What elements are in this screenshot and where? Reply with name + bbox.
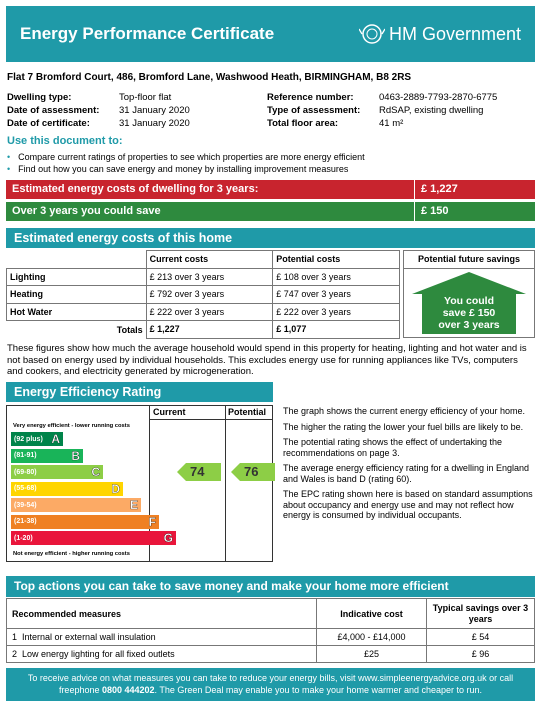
eer-paragraph: The EPC rating shown here is based on standard assumptions about occupancy and energy use and may not reflect how energy is consumed by individual occupants. xyxy=(283,489,533,520)
measure-cost: £4,000 - £14,000 xyxy=(317,629,427,646)
rating-band-d xyxy=(11,482,123,496)
band-range: (55-68) xyxy=(14,485,37,492)
header-divider xyxy=(149,419,272,420)
current-cost: £ 222 over 3 years xyxy=(146,303,273,321)
savings-callout xyxy=(404,295,534,331)
potential-cost: £ 108 over 3 years xyxy=(273,268,400,286)
table-header: Recommended measures xyxy=(7,599,317,629)
band-letter: B xyxy=(71,448,80,463)
potential-cost: £ 747 over 3 years xyxy=(273,286,400,304)
measure-number: 2 xyxy=(12,649,18,659)
band-range: (92 plus) xyxy=(14,435,43,443)
measure-savings: £ 96 xyxy=(427,646,535,663)
band-letter: A xyxy=(51,432,60,446)
cost-label: Hot Water xyxy=(7,303,147,321)
measure-number: 1 xyxy=(12,632,18,642)
detail-label: Type of assessment: xyxy=(267,105,361,116)
rating-band-a xyxy=(11,432,63,446)
band-letter: C xyxy=(91,465,100,479)
measure-cell xyxy=(7,646,317,663)
potential-rating-arrow xyxy=(231,463,281,481)
table-header: Indicative cost xyxy=(317,599,427,629)
measure-name: Low energy lighting for all fixed outlets xyxy=(22,649,175,659)
rating-band-b xyxy=(11,449,83,463)
band-range: (21-38) xyxy=(14,518,37,525)
detail-label: Date of certificate: xyxy=(7,118,90,129)
detail-value: Top-floor flat xyxy=(119,92,172,103)
rating-band-c xyxy=(11,465,103,479)
table-header xyxy=(7,251,147,269)
use-document-title: Use this document to: xyxy=(7,135,123,147)
table-header: Potential future savings xyxy=(404,251,534,269)
band-letter: G xyxy=(163,531,173,545)
rating-band-e xyxy=(11,498,141,512)
potential-header: Potential xyxy=(228,407,267,417)
current-rating-arrow xyxy=(177,463,227,481)
current-header: Current xyxy=(153,407,186,417)
savings-bar xyxy=(6,202,535,221)
potential-cost: £ 222 over 3 years xyxy=(273,303,400,321)
table-header: Potential costs xyxy=(273,251,400,269)
table-row xyxy=(7,646,535,663)
band-range: (81-91) xyxy=(14,452,37,459)
savings-value: £ 150 xyxy=(421,205,449,217)
top-note: Very energy efficient - lower running costs xyxy=(13,423,130,429)
crest-icon xyxy=(359,23,385,45)
rating-band-g xyxy=(11,531,176,545)
detail-value: 0463-2889-7793-2870-6775 xyxy=(379,92,498,103)
totals-label: Totals xyxy=(116,324,143,335)
current-rating-arrow-value: 74 xyxy=(190,464,205,479)
eer-paragraph: The higher the rating the lower your fuel bills are likely to be. xyxy=(283,421,524,432)
measure-cell xyxy=(7,629,317,646)
list-item: • Compare current ratings of properties to see which properties are more energy efficient xyxy=(7,151,365,163)
measure-cost: £25 xyxy=(317,646,427,663)
detail-row xyxy=(7,117,535,130)
savings-line: save £ 150 xyxy=(442,307,496,319)
savings-label: Over 3 years you could save xyxy=(6,202,415,221)
property-address: Flat 7 Bromford Court, 486, Bromford Lane, Washwood Heath, BIRMINGHAM, B8 2RS xyxy=(7,72,412,83)
table-header-row xyxy=(7,251,400,269)
freephone-number[interactable]: 0800 444202 xyxy=(101,685,155,695)
detail-value: 41 m² xyxy=(379,118,404,129)
totals-row xyxy=(7,321,400,339)
detail-row xyxy=(7,104,535,117)
estimated-cost-bar xyxy=(6,180,535,199)
table-header-row xyxy=(7,599,535,629)
column-divider xyxy=(225,406,226,561)
table-header: Typical savings over 3 years xyxy=(427,599,535,629)
estimated-cost-value: £ 1,227 xyxy=(421,183,458,195)
detail-label: Reference number: xyxy=(267,92,354,103)
cost-label: Lighting xyxy=(7,268,147,286)
use-document-list xyxy=(7,151,365,175)
band-letter: E xyxy=(129,498,138,512)
detail-value: 31 January 2020 xyxy=(119,105,190,116)
hm-government-logo xyxy=(359,23,521,45)
costs-table xyxy=(6,250,400,339)
certificate-details xyxy=(7,91,535,130)
eer-section-title: Energy Efficiency Rating xyxy=(6,382,273,402)
footer-text: To receive advice on what measures you can take to reduce your energy bills, visit www.simpleenergyadvice.org.uk or call freephone xyxy=(27,673,514,695)
current-cost: £ 792 over 3 years xyxy=(146,286,273,304)
measure-name: Internal or external wall insulation xyxy=(22,632,156,642)
table-header: Current costs xyxy=(146,251,273,269)
table-row xyxy=(7,268,400,286)
table-row xyxy=(7,303,400,321)
potential-rating-arrow-value: 76 xyxy=(244,464,259,479)
costs-note: These figures show how much the average household would spend in this property for heating, lighting and hot water and is not based on energy used by individual households. This excludes energy use for running appliances like TVs, computers and cookers, and electricity generated by microgeneration. xyxy=(7,343,527,377)
current-cost: £ 213 over 3 years xyxy=(146,268,273,286)
actions-table xyxy=(6,598,535,663)
epc-header xyxy=(6,6,535,62)
detail-label: Date of assessment: xyxy=(7,105,100,116)
eer-paragraph: The average energy efficiency rating for a dwelling in England and Wales is band D (rating 60). xyxy=(283,463,529,484)
eer-paragraph: The potential rating shows the effect of undertaking the recommendations on page 3. xyxy=(283,437,502,458)
band-letter: F xyxy=(148,514,156,529)
table-row xyxy=(7,286,400,304)
band-range: (1-20) xyxy=(14,534,33,542)
cost-label: Heating xyxy=(7,286,147,304)
list-item: • Find out how you can save energy and money by installing improvement measures xyxy=(7,163,365,175)
potential-savings-box xyxy=(403,250,535,338)
actions-section-title: Top actions you can take to save money and make your home more efficient xyxy=(6,576,535,597)
detail-label: Dwelling type: xyxy=(7,92,72,103)
eer-explanation xyxy=(283,406,535,526)
measure-savings: £ 54 xyxy=(427,629,535,646)
band-range: (39-54) xyxy=(14,501,37,509)
detail-row xyxy=(7,91,535,104)
costs-section-title: Estimated energy costs of this home xyxy=(6,228,535,248)
page-title: Energy Performance Certificate xyxy=(20,24,275,43)
band-range: (69-80) xyxy=(14,468,37,476)
energy-rating-chart xyxy=(6,405,273,562)
bottom-note: Not energy efficient - higher running costs xyxy=(13,551,130,557)
eer-paragraph: The graph shows the current energy efficiency of your home. xyxy=(283,406,525,416)
table-row xyxy=(7,629,535,646)
brand-name: HM Government xyxy=(388,23,521,44)
savings-line: over 3 years xyxy=(438,319,500,331)
detail-value: RdSAP, existing dwelling xyxy=(379,105,484,116)
detail-value: 31 January 2020 xyxy=(119,118,190,129)
rating-band-f xyxy=(11,515,159,529)
estimated-cost-label: Estimated energy costs of dwelling for 3 years: xyxy=(6,180,415,199)
detail-label: Total floor area: xyxy=(267,118,339,129)
footer-advice xyxy=(6,668,535,701)
potential-total: £ 1,077 xyxy=(273,321,400,339)
band-letter: D xyxy=(111,481,120,496)
savings-line: You could xyxy=(444,295,494,307)
footer-text: . The Green Deal may enable you to make your home warmer and cheaper to run. xyxy=(154,685,483,695)
current-total: £ 1,227 xyxy=(146,321,273,339)
